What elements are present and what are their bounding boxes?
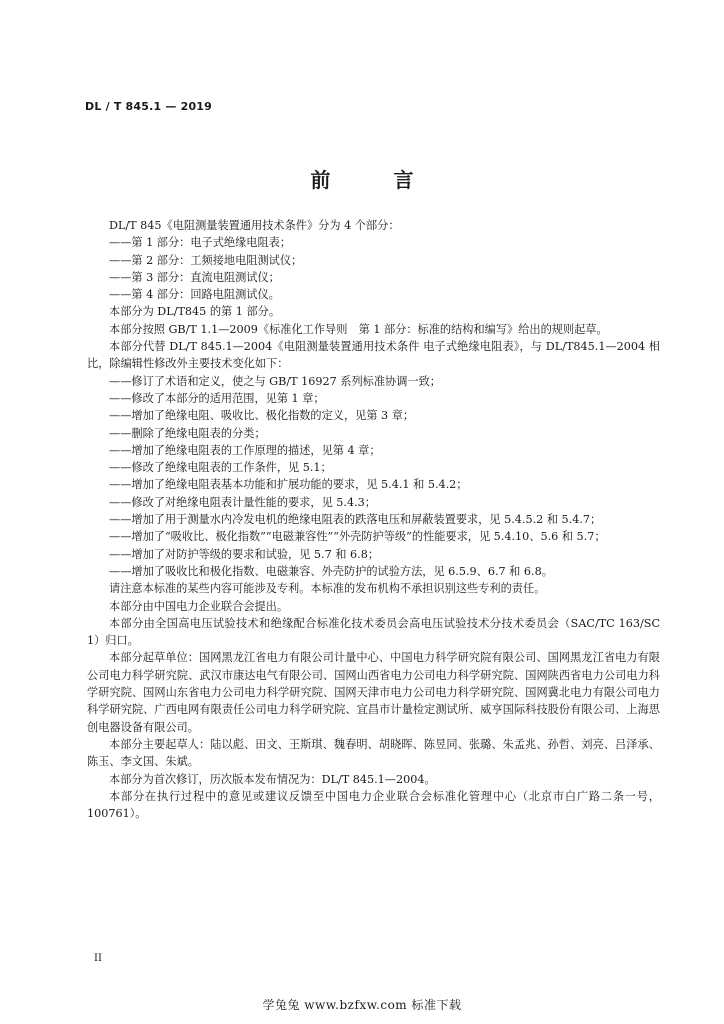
list-item: ——修改了对绝缘电阻表计量性能的要求，见 5.4.3； [109, 495, 376, 509]
paragraph: 本部分为 DL/T845 的第 1 部分。 [109, 305, 281, 319]
list-item: ——第 4 部分：回路电阻测试仪。 [109, 288, 280, 302]
paragraph: 本部分主要起草人：陆以彪、田文、王斯琪、魏春明、胡晓晖、陈昱同、张璐、朱孟兆、孙哲、刘亮、吕泽承、陈玉、李文国、朱斌。 [87, 737, 660, 769]
paragraph: 本部分在执行过程中的意见或建议反馈至中国电力企业联合会标准化管理中心（北京市白广路二条一号，100761）。 [87, 789, 660, 821]
footer-watermark [0, 996, 724, 1013]
document-code: DL / T 845.1 — 2019 [85, 100, 213, 113]
list-item: ——增加了用于测量水内冷发电机的绝缘电阻表的跌落电压和屏蔽装置要求，见 5.4.5.2 和 5.4.7； [109, 513, 602, 527]
watermark-text: 学兔兔 www.bzfxw.com 标准下载 [262, 998, 462, 1012]
list-item: ——修订了术语和定义，使之与 GB/T 16927 系列标准协调一致； [109, 374, 441, 388]
page-number: II [94, 953, 102, 964]
list-item: ——修改了本部分的适用范围，见第 1 章； [109, 391, 325, 405]
paragraph: DL/T 845《电阻测量装置通用技术条件》分为 4 个部分： [109, 219, 400, 232]
list-item: ——增加了绝缘电阻、吸收比、极化指数的定义，见第 3 章； [109, 409, 415, 423]
paragraph: 本部分代替 DL/T 845.1—2004《电阻测量装置通用技术条件 电子式绝缘电阻表》，与 DL/T845.1—2004 相比，除编辑性修改外主要技术变化如下： [87, 340, 660, 371]
paragraph: 本部分由中国电力企业联合会提出。 [109, 599, 289, 613]
list-item: ——增加了吸收比和极化指数、电磁兼容、外壳防护的试验方法，见 6.5.9、6.7 和 6.8。 [109, 564, 553, 578]
paragraph: 本部分由全国高电压试验技术和绝缘配合标准化技术委员会高电压试验技术分技术委员会（SAC/TC 163/SC 1）归口。 [87, 616, 660, 648]
list-item: ——增加了“吸收比、极化指数”“电磁兼容性”“外壳防护等级”的性能要求，见 5.4.10、5.6 和 5.7； [109, 530, 606, 544]
paragraph: 本部分按照 GB/T 1.1—2009《标准化工作导则 第 1 部分：标准的结构和编写》给出的规则起草。 [109, 322, 608, 336]
paragraph: 本部分为首次修订，历次版本发布情况为：DL/T 845.1—2004。 [109, 772, 436, 786]
list-item: ——增加了绝缘电阻表的工作原理的描述，见第 4 章； [109, 443, 381, 457]
list-item: ——删除了绝缘电阻表的分类； [109, 426, 266, 440]
list-item: ——增加了对防护等级的要求和试验，见 5.7 和 6.8； [109, 547, 380, 561]
list-item: ——第 3 部分：直流电阻测试仪； [109, 270, 280, 284]
page-title: 前 言 [310, 168, 442, 192]
list-item: ——第 2 部分：工频接地电阻测试仪； [109, 253, 303, 267]
paragraph: 请注意本标准的某些内容可能涉及专利。本标准的发布机构不承担识别这些专利的责任。 [109, 582, 546, 596]
list-item: ——修改了绝缘电阻表的工作条件，见 5.1； [109, 461, 332, 475]
list-item: ——增加了绝缘电阻表基本功能和扩展功能的要求，见 5.4.1 和 5.4.2； [109, 478, 468, 492]
foreword-body [87, 217, 660, 822]
paragraph: 本部分起草单位：国网黑龙江省电力有限公司计量中心、中国电力科学研究院有限公司、国网黑龙江省电力有限公司电力科学研究院、武汉市康达电气有限公司、国网山西省电力公司电力科学研究院、国网陕西省电力公司电力科学研究院、国网山东省电力公司电力科学研究院、国网天津市电力公司电力科学研究院、国网冀北电力有限公司电力科学研究院、广西电网有限责任公司电力科学研究院、宜昌市计量检定测试所、威亨国际科技股份有限公司、上海思创电器设备有限公司。 [87, 651, 660, 734]
list-item: ——第 1 部分：电子式绝缘电阻表； [109, 236, 292, 250]
